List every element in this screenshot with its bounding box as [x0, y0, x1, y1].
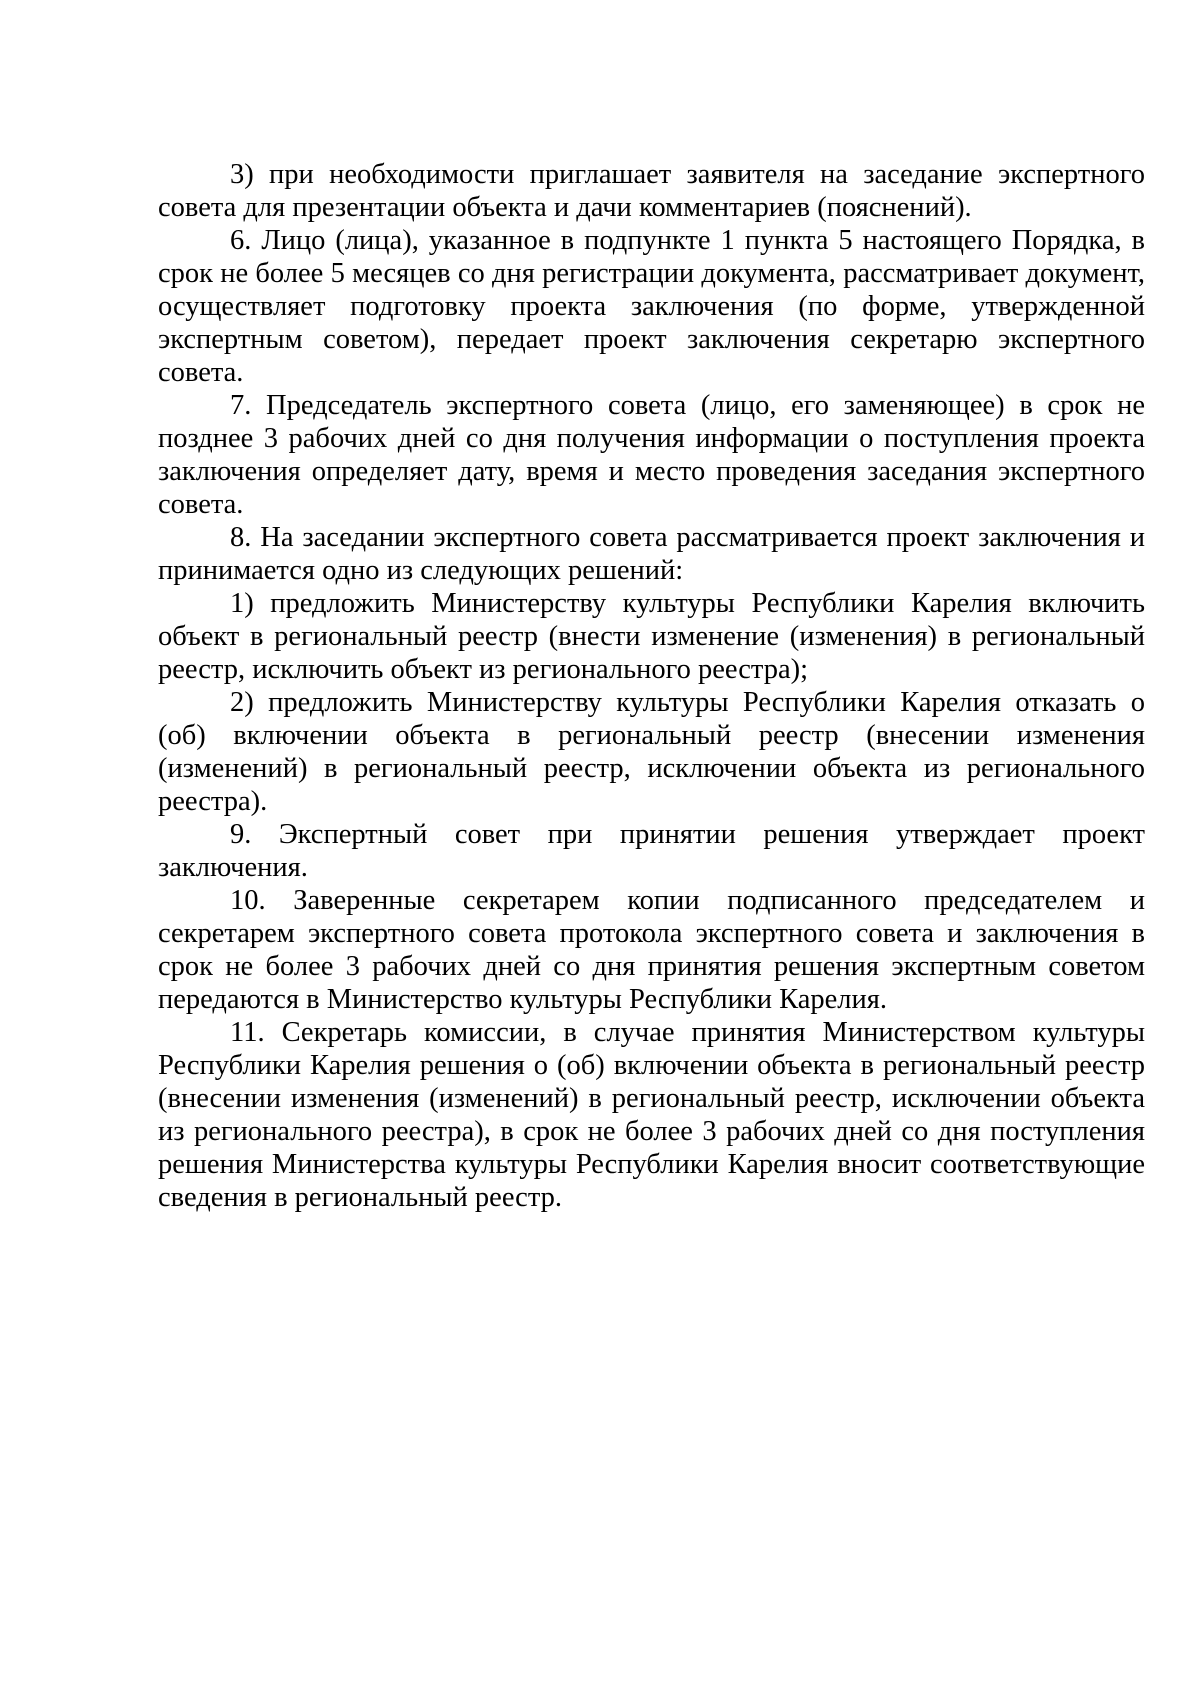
paragraph-8-meeting: 8. На заседании экспертного совета рассматривается проект заключения и принимается одно из следующих решений:	[158, 522, 1145, 586]
paragraph-6-review: 6. Лицо (лица), указанное в подпункте 1 пункта 5 настоящего Порядка, в срок не более 5 месяцев со дня регистрации документа, рассматривает документ, осуществляет подготовку проекта заключения (по форме, утвержденной экспертным советом), передает проект заключения секретарю экспертного совета.	[158, 225, 1145, 388]
paragraph-10-copies: 10. Заверенные секретарем копии подписанного председателем и секретарем экспертного совета протокола экспертного совета и заключения в срок не более 3 рабочих дней со дня принятия решения экспертным советом передаются в Министерство культуры Республики Карелия.	[158, 885, 1145, 1015]
paragraph-9-approval: 9. Экспертный совет при принятии решения утверждает проект заключения.	[158, 819, 1145, 883]
paragraph-8-option-1: 1) предложить Министерству культуры Республики Карелия включить объект в региональный реестр (внести изменение (изменения) в региональный реестр, исключить объект из регионального реестра);	[158, 588, 1145, 685]
document-body	[158, 158, 1145, 1214]
paragraph-item-3-invite-applicant: 3) при необходимости приглашает заявителя на заседание экспертного совета для презентации объекта и дачи комментариев (пояснений).	[158, 159, 1145, 223]
paragraph-8-option-2: 2) предложить Министерству культуры Республики Карелия отказать о (об) включении объекта в региональный реестр (внесении изменения (изменений) в региональный реестр, исключении объекта из регионального реестра).	[158, 687, 1145, 817]
paragraph-11-secretary: 11. Секретарь комиссии, в случае принятия Министерством культуры Республики Карелия решения о (об) включении объекта в региональный реестр (внесении изменения (изменений) в региональный реестр, исключении объекта из регионального реестра), в срок не более 3 рабочих дней со дня поступления решения Министерства культуры Республики Карелия вносит соответствующие сведения в региональный реестр.	[158, 1017, 1145, 1213]
paragraph-7-chairman: 7. Председатель экспертного совета (лицо, его заменяющее) в срок не позднее 3 рабочих дней со дня получения информации о поступления проекта заключения определяет дату, время и место проведения заседания экспертного совета.	[158, 390, 1145, 520]
